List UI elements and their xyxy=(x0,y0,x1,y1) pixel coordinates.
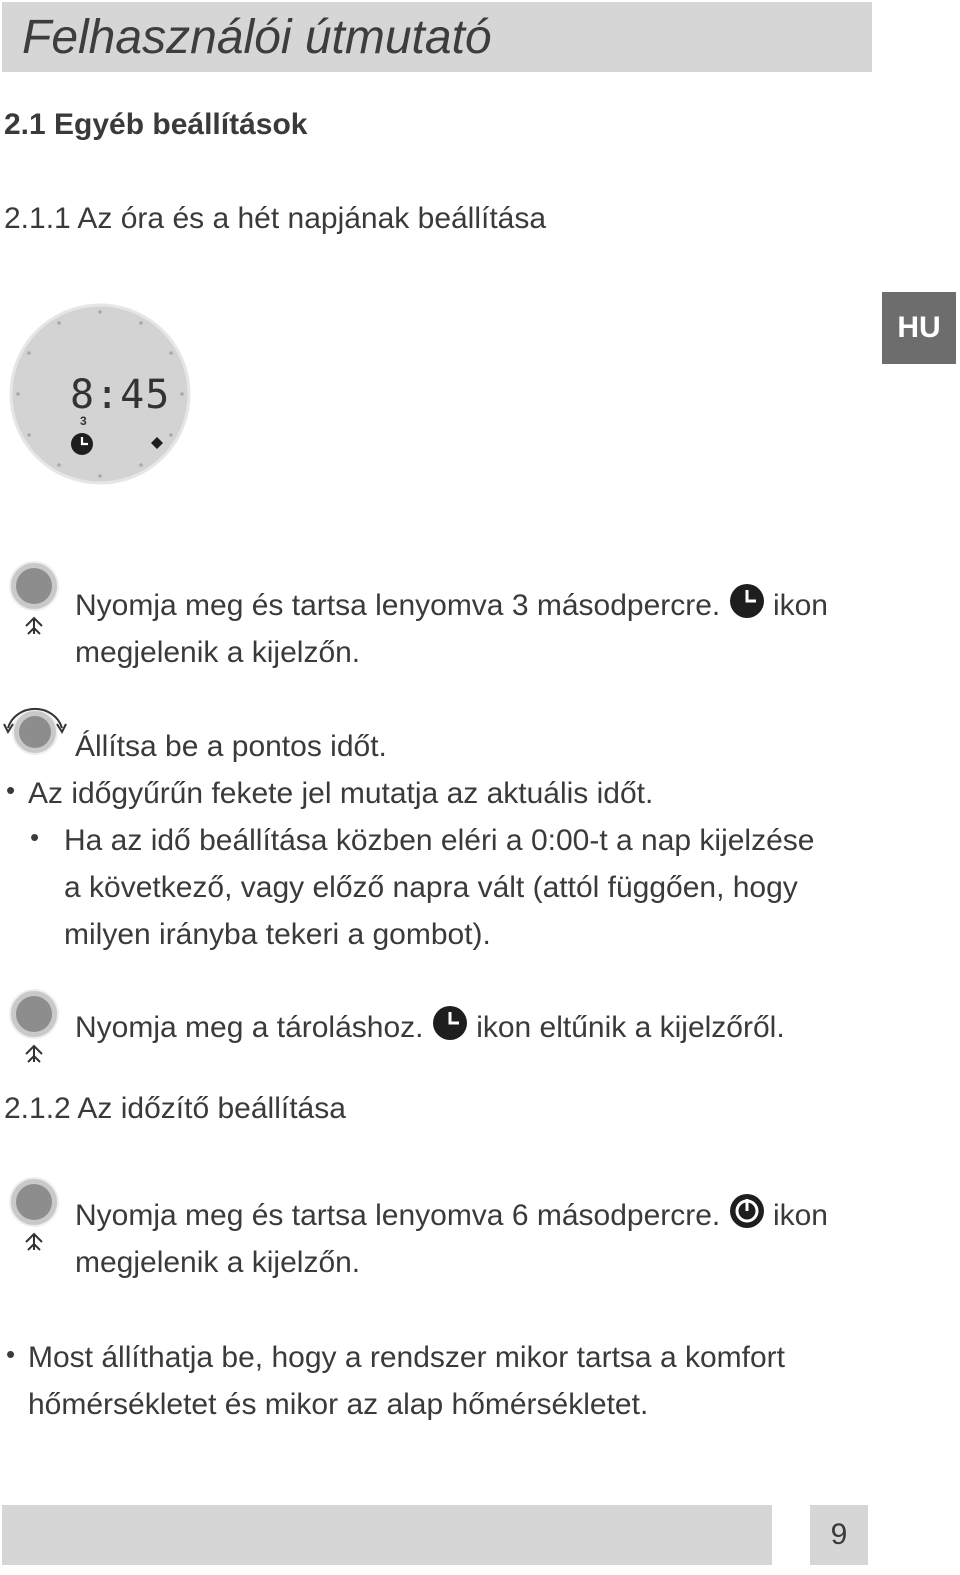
step-set-time: Állítsa be a pontos időt. xyxy=(75,730,387,763)
press-knob-icon xyxy=(6,988,62,1068)
ring-note: Az időgyűrűn fekete jel mutatja az aktuális időt. xyxy=(28,777,654,810)
bullet-icon: • xyxy=(6,1339,16,1369)
press-knob-icon xyxy=(6,560,62,640)
page-title: Felhasználói útmutató xyxy=(22,11,492,64)
midnight-note: Ha az idő beállítása közben eléri a 0:00-t a nap kijelzése a következő, vagy előző napra vált (attól függően, hogy milyen irányba tekeri a gombot). xyxy=(64,824,815,951)
clock-icon xyxy=(71,433,93,455)
language-tab: HU xyxy=(882,292,956,364)
page-number: 9 xyxy=(810,1505,868,1565)
press-knob-icon xyxy=(6,1176,62,1256)
display-day: 3 xyxy=(80,414,87,428)
bullet-icon: • xyxy=(30,822,40,852)
footer-bar xyxy=(2,1505,772,1565)
rotate-knob-icon xyxy=(2,700,68,760)
step-press-hold-3s: Nyomja meg és tartsa lenyomva 3 másodpercre. ikon megjelenik a kijelzőn. xyxy=(75,582,828,676)
subsection-title-clock: 2.1.1 Az óra és a hét napjának beállítása xyxy=(4,202,547,235)
clock-icon xyxy=(729,583,765,619)
bullet-icon: • xyxy=(6,775,16,805)
subsection-title-timer: 2.1.2 Az időzítő beállítása xyxy=(4,1092,346,1125)
display-time: 8:45 xyxy=(70,372,171,418)
step-press-store: Nyomja meg a tároláshoz. ikon eltűnik a kijelzőről. xyxy=(75,1004,785,1051)
clock-icon xyxy=(432,1005,468,1041)
section-title: 2.1 Egyéb beállítások xyxy=(4,108,308,141)
header-bar xyxy=(2,2,872,72)
timer-icon xyxy=(729,1193,765,1229)
timer-note: Most állíthatja be, hogy a rendszer mikor tartsa a komfort hőmérsékletet és mikor az alap hőmérsékletet. xyxy=(28,1341,785,1421)
step-press-hold-6s: Nyomja meg és tartsa lenyomva 6 másodpercre. ikon megjelenik a kijelzőn. xyxy=(75,1192,828,1286)
